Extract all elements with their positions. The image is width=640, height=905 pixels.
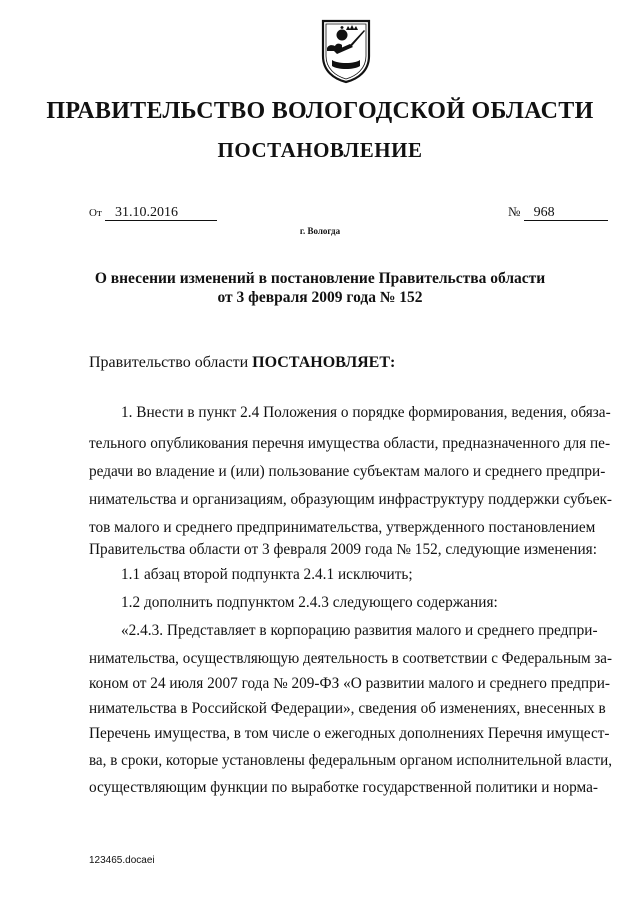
city-label: г. Вологда xyxy=(299,226,341,236)
document-subject xyxy=(0,269,640,307)
body-line: нимательства, осуществляющую деятельность в соответствии с Федеральным за- xyxy=(89,650,612,667)
coat-of-arms-icon xyxy=(320,18,372,84)
body-line: тов малого и среднего предпринимательства, утвержденного постановлением xyxy=(89,519,596,536)
subject-line: от 3 февраля 2009 года № 152 xyxy=(217,289,423,306)
subject-line: О внесении изменений в постановление Правительства области xyxy=(94,270,546,287)
government-title: ПРАВИТЕЛЬСТВО ВОЛОГОДСКОЙ ОБЛАСТИ xyxy=(46,98,594,124)
body-line: коном от 24 июля 2007 года № 209-ФЗ «О развитии малого и среднего предпри- xyxy=(89,675,611,692)
body-line: тельного опубликования перечня имущества области, предназначенного для пе- xyxy=(89,435,611,452)
number-prefix: № xyxy=(508,204,521,219)
body-line: 1. Внести в пункт 2.4 Положения о порядке формирования, ведения, обяза- xyxy=(121,404,611,421)
number-field xyxy=(508,204,608,221)
body-line: редачи во владение и (или) пользование субъектам малого и среднего предпри- xyxy=(89,463,606,480)
resolve-statement xyxy=(89,354,395,372)
body-line: «2.4.3. Представляет в корпорацию развития малого и среднего предпри- xyxy=(121,622,598,639)
resolve-prefix: Правительство области xyxy=(89,354,249,371)
body-line: нимательства в Российской Федерации», сведения об изменениях, внесенных в xyxy=(89,700,606,717)
body-line: Правительства области от 3 февраля 2009 года № 152, следующие изменения: xyxy=(89,541,597,558)
body-line: ва, в сроки, которые установлены федеральным органом исполнительной власти, xyxy=(89,752,612,769)
footer-file-name: 123465.docaei xyxy=(89,855,155,866)
number-value: 968 xyxy=(524,205,608,221)
date-value: 31.10.2016 xyxy=(105,205,217,221)
body-line: Перечень имущества, в том числе о ежегодных дополнениях Перечня имущест- xyxy=(89,725,610,742)
body-line: нимательства и организациям, образующим инфраструктуру поддержки субъек- xyxy=(89,491,612,508)
resolve-keyword: ПОСТАНОВЛЯЕТ: xyxy=(252,354,396,371)
body-line: 1.1 абзац второй подпункта 2.4.1 исключить; xyxy=(121,566,413,583)
body-line: осуществляющим функции по выработке государственной политики и норма- xyxy=(89,779,598,796)
date-field xyxy=(89,204,217,221)
body-line: 1.2 дополнить подпунктом 2.4.3 следующего содержания: xyxy=(121,594,498,611)
date-prefix: От xyxy=(89,207,102,219)
document-type: ПОСТАНОВЛЕНИЕ xyxy=(217,138,423,162)
